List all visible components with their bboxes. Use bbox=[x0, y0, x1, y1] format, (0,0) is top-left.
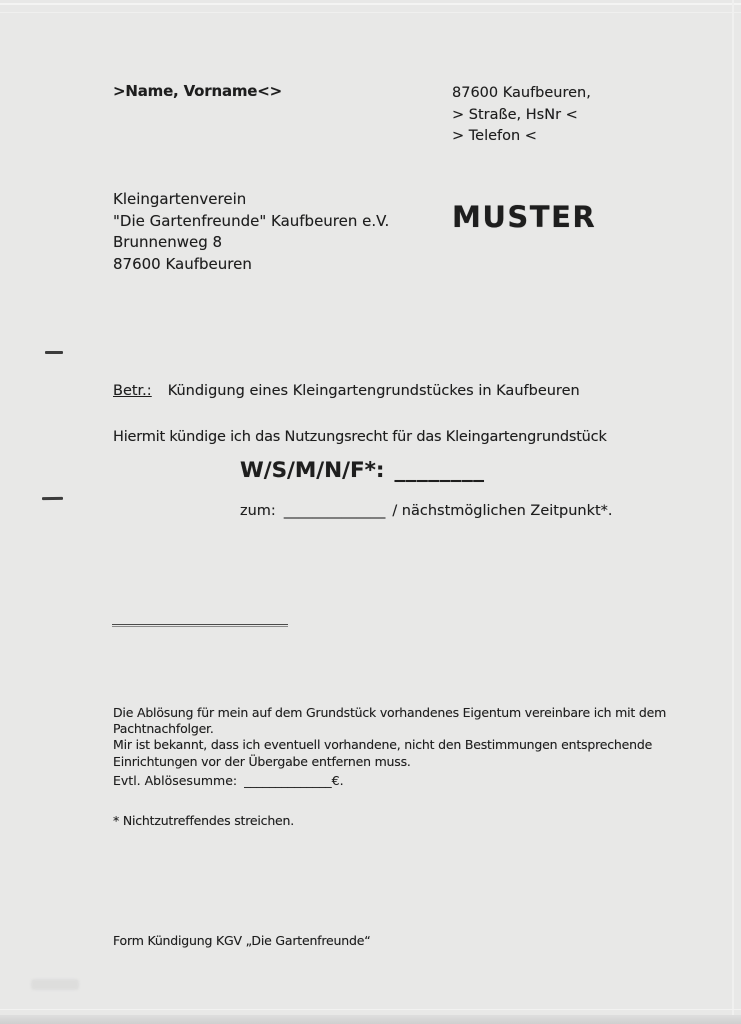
compensation-label: Evtl. Ablösesumme: bbox=[113, 773, 238, 788]
scan-edge-right bbox=[732, 0, 734, 1024]
plot-blank-field: ________ bbox=[394, 458, 485, 483]
termination-date-line bbox=[240, 503, 613, 519]
date-label: zum: bbox=[240, 503, 276, 519]
recipient-line-2: "Die Gartenfreunde" Kaufbeuren e.V. bbox=[113, 211, 390, 230]
subject-line bbox=[113, 383, 580, 399]
form-identifier: Form Kündigung KGV „Die Gartenfreunde“ bbox=[113, 933, 371, 948]
scan-edge-bottom bbox=[0, 1015, 741, 1024]
sender-name-field: >Name, Vorname<> bbox=[113, 82, 282, 100]
terms-line-4: Einrichtungen vor der Übergabe entfernen muss. bbox=[113, 753, 411, 769]
recipient-line-1: Kleingartenverein bbox=[113, 190, 247, 208]
compensation-currency: €. bbox=[331, 773, 344, 788]
recipient-line-4: 87600 Kaufbeuren bbox=[113, 255, 252, 274]
scan-edge-top bbox=[0, 3, 741, 5]
recipient-line-3: Brunnenweg 8 bbox=[113, 233, 223, 252]
sender-city: 87600 Kaufbeuren, bbox=[452, 85, 591, 101]
scan-edge-top-faint bbox=[0, 12, 741, 13]
sender-contact-block bbox=[452, 83, 591, 148]
terms-paragraph bbox=[113, 705, 666, 770]
asterisk-footnote: * Nichtzutreffendes streichen. bbox=[113, 813, 295, 828]
sender-phone-field: > Telefon < bbox=[452, 128, 537, 144]
sender-street-field: > Straße, HsNr < bbox=[452, 106, 578, 123]
signature-line bbox=[112, 624, 288, 627]
date-suffix: / nächstmöglichen Zeitpunkt*. bbox=[392, 503, 613, 519]
terms-line-1: Die Ablösung für mein auf dem Grundstück vorhandenes Eigentum vereinbare ich mit dem bbox=[113, 705, 667, 720]
fold-mark-top bbox=[45, 351, 63, 354]
subject-label: Betr.: bbox=[113, 383, 152, 399]
scan-edge-bottom-faint bbox=[0, 1009, 741, 1010]
fold-mark-bottom bbox=[42, 497, 63, 500]
date-blank-field: ______________ bbox=[283, 503, 386, 519]
muster-stamp: MUSTER bbox=[452, 200, 597, 234]
subject-text: Kündigung eines Kleingartengrundstückes in Kaufbeuren bbox=[167, 383, 580, 399]
compensation-blank-field: ______________ bbox=[244, 773, 332, 788]
terms-line-2: Pachtnachfolger. bbox=[113, 721, 214, 737]
plot-label: W/S/M/N/F*: bbox=[240, 458, 385, 483]
body-intro-text: Hiermit kündige ich das Nutzungsrecht für das Kleingartengrundstück bbox=[113, 429, 607, 445]
recipient-address-block bbox=[113, 189, 389, 276]
compensation-line bbox=[113, 773, 344, 788]
terms-line-3: Mir ist bekannt, dass ich eventuell vorhandene, nicht den Bestimmungen entsprechende bbox=[113, 737, 653, 753]
scan-watermark bbox=[31, 979, 79, 990]
plot-designation-line bbox=[240, 458, 485, 483]
